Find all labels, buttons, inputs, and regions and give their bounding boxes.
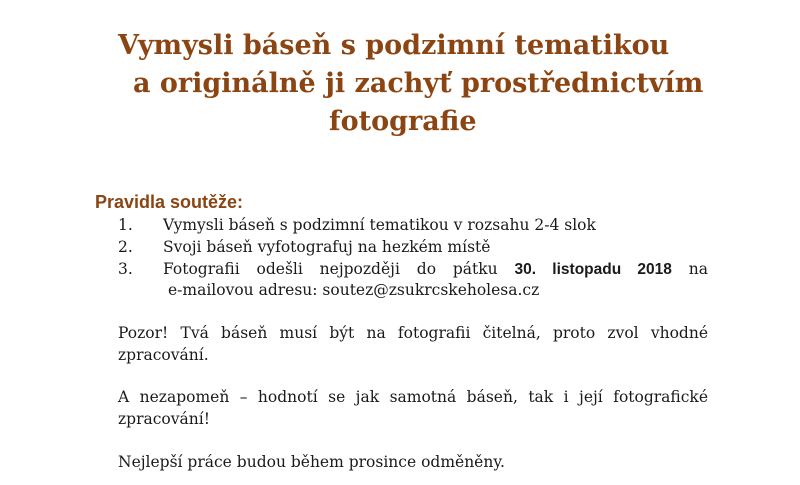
title-line-1: Vymysli báseň s podzimní tematikou bbox=[118, 30, 670, 61]
list-text: Svoji báseň vyfotografuj na hezkém místě bbox=[163, 238, 491, 256]
list-number: 2. bbox=[118, 238, 133, 256]
list-number: 3. bbox=[118, 260, 133, 278]
title-line-3: fotografie bbox=[329, 106, 477, 137]
list-text: Vymysli báseň s podzimní tematikou v rozsahu 2-4 slok bbox=[163, 216, 596, 234]
title-line-2: a originálně ji zachyť prostřednictvím bbox=[133, 68, 704, 99]
list-text-before: Fotografii odešli nejpozději do pátku bbox=[163, 260, 498, 278]
reminder-paragraph: A nezapomeň – hodnotí se jak samotná báseň, tak i její fotografické zpracování! bbox=[118, 388, 708, 428]
list-text bbox=[163, 260, 708, 279]
list-number: 1. bbox=[118, 216, 133, 234]
list-text-after: na bbox=[688, 260, 708, 278]
list-item bbox=[118, 260, 708, 282]
rules-heading: Pravidla soutěže: bbox=[95, 192, 244, 212]
deadline-date: 30. listopadu 2018 bbox=[514, 261, 672, 278]
warning-paragraph: Pozor! Tvá báseň musí být na fotografii čitelná, proto zvol vhodné zpracování. bbox=[118, 324, 708, 364]
email-line: e-mailovou adresu: soutez@zsukrcskeholesa.cz bbox=[168, 281, 540, 299]
reward-paragraph: Nejlepší práce budou během prosince odměněny. bbox=[118, 453, 505, 471]
